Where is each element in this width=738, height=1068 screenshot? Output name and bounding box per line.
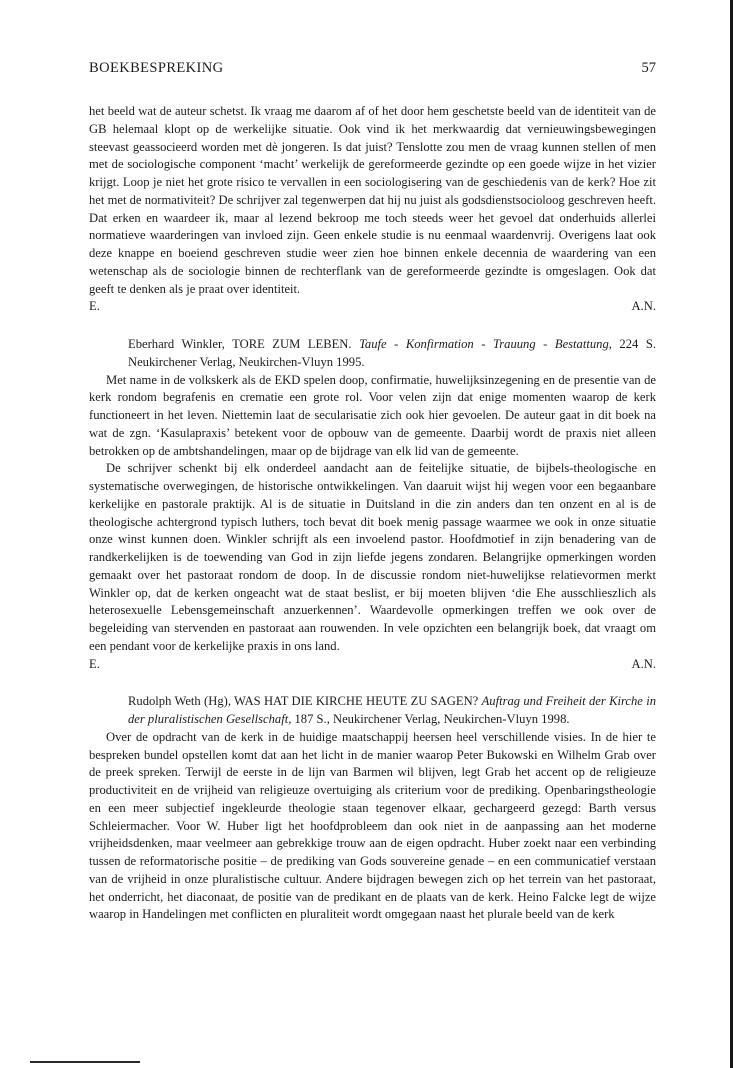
page-content bbox=[89, 60, 656, 924]
signature-place: E. bbox=[89, 656, 100, 671]
reference-author-title: Rudolph Weth (Hg), WAS HAT DIE KIRCHE HEUTE ZU SAGEN? bbox=[128, 694, 482, 709]
review-paragraph: Over de opdracht van de kerk in de huidige maatschappij heersen heel verschillende visies. In de hier te bespreken bundel opstellen komt dat aan het licht in de manier waarop Peter Bukowski en Wilhelm Grab over de preek spreken. Terwijl de eerste in de lijn van Barmen wil blijven, legt Grab het accent op de religieuze productiviteit en de vrijheid van religieuze overtuiging als criterium voor de prediking. Openbaringstheologie en een meer subjectief ingekleurde theologie staan tegenover elkaar, gechargeerd gezegd: Barth versus Schleiermacher. Voor W. Huber ligt het hoofdprobleem dan ook niet in de aanpassing aan het moderne vrijheidsdenken, maar veelmeer aan gebrekkige trouw aan de eigen opdracht. Huber zoekt naar een verbinding tussen de reformatorische positie – de prediking van Gods souvereine genade – en een communicatief verstaan van de vrijheid in onze pluralistische cultuur. Andere bijdragen bewegen zich op het terrein van het pastoraat, het onderricht, het diaconaat, de positie van de predikant en de plaats van de kerk. Heino Falcke legt de wijze waarop in Handelingen met conflicten en pluraliteit wordt omgegaan naast het plurale beeld van de kerk bbox=[89, 729, 656, 922]
review-signature bbox=[89, 298, 656, 316]
reference-subtitle: Taufe - Konfirmation - Trauung - Bestattung bbox=[359, 337, 609, 351]
reference-author-title: Eberhard Winkler, TORE ZUM LEBEN. bbox=[128, 337, 360, 351]
book-reference-weth bbox=[128, 693, 656, 729]
reference-publication: , 224 S. Neukirchener Verlag, Neukirchen-Vluyn 1995. bbox=[128, 337, 656, 369]
reference-subtitle: Auftrag und Freiheit der Kirche in der pluralistischen Gesellschaft, bbox=[128, 694, 657, 726]
book-reference-winkler bbox=[128, 336, 656, 372]
page-number: 57 bbox=[641, 60, 656, 76]
page-edge-bar bbox=[730, 0, 733, 1068]
footer-rule bbox=[30, 1061, 140, 1063]
review-signature bbox=[89, 656, 656, 674]
running-header bbox=[89, 60, 656, 77]
review-paragraph: Met name in de volkskerk als de EKD spelen doop, confirmatie, huwelijksinzegening en de presentie van de kerk rondom begrafenis en crematie een grote rol. Voor velen zijn dat enige momenten waarop de kerk functioneert in het leven. Niettemin laat de secularisatie zich ook hier gevoelen. De auteur gaat in dit boek na wat de zgn. ‘Kasulapraxis’ betekent voor de opbouw van de gemeente. Daarbij wordt de praxis niet alleen betrokken op de ambtshandelingen, maar op de bijdrage van elk lid van de gemeente. bbox=[89, 372, 656, 458]
signature-initials: A.N. bbox=[631, 299, 656, 314]
signature-initials: A.N. bbox=[631, 656, 656, 671]
signature-place: E. bbox=[89, 299, 100, 314]
running-head-title: BOEKBESPREKING bbox=[89, 60, 224, 76]
reference-publication: 187 S., Neukirchener Verlag, Neukirchen-Vluyn 1998. bbox=[291, 712, 570, 726]
review-paragraph: De schrijver schenkt bij elk onderdeel aandacht aan de feitelijke situatie, de bijbels-theologische en systematische overwegingen, de historische ontwikkelingen. Van daaruit wijst hij wegen voor een begaanbare kerkelijke en pastorale praktijk. Al is de situatie in Duitsland in die zin anders dan ten onzent en al is de theologische achtergrond typisch luthers, toch bevat dit boek menig passage waarmee we ook in onze situatie onze winst kunnen doen. Winkler schrijft als een invoelend pastor. Hoofdmotief in zijn benadering van de randkerkelijken is de toewending van God in zijn liefde jegens zondaren. Belangrijke opmerkingen worden gemaakt over het pastoraat rondom de doop. In de discussie rondom niet-huwelijkse relatievormen merkt Winkler op, dat de kerken ongeacht wat de staat beslist, er bij moeten blijven ‘die Ehe ausschlieszlich als heterosexuelle Lebensgemeinschaft anzuerkennen’. Waardevolle opmerkingen treffen we ook over de begeleiding van stervenden en pastoraat aan rouwenden. In vele opzichten een belangrijk boek, dat vraagt om een pendant voor de kerkelijke praxis in ons land. bbox=[89, 461, 656, 653]
review-continuation-paragraph: het beeld wat de auteur schetst. Ik vraag me daarom af of het door hem geschetste beeld van de identiteit van de GB helemaal klopt op de werkelijke situatie. Ook vind ik het merkwaardig dat vernieuwingsbewegingen steevast geassocieerd worden met dè jongeren. Is dat juist? Tenslotte zou men de vraag kunnen stellen of men met de sociologische component ‘macht’ werkelijk de gereformeerde gezindte op een goede wijze in het vizier krijgt. Loop je niet het grote risico te vervallen in een sociologisering van de geschiedenis van de kerk? Hoe zit het met de normativiteit? De schrijver zal tegenwerpen dat hij nu juist als godsdienstsocioloog geschreven heeft. Dat erken en waardeer ik, maar al lezend bekroop me toch steeds weer het gevoel dat onderhuids allerlei normatieve waarderingen van invloed zijn. Geen enkele studie is nu eenmaal waardenvrij. Overigens laat ook deze knappe en boeiend geschreven studie weer zien hoe binnen enkele decennia de waardering van een wetenschap als de sociologie binnen de rechterflank van de gereformeerde gezindte is omgeslagen. Ook dat geeft te denken als je praat over identiteit. bbox=[89, 104, 656, 296]
